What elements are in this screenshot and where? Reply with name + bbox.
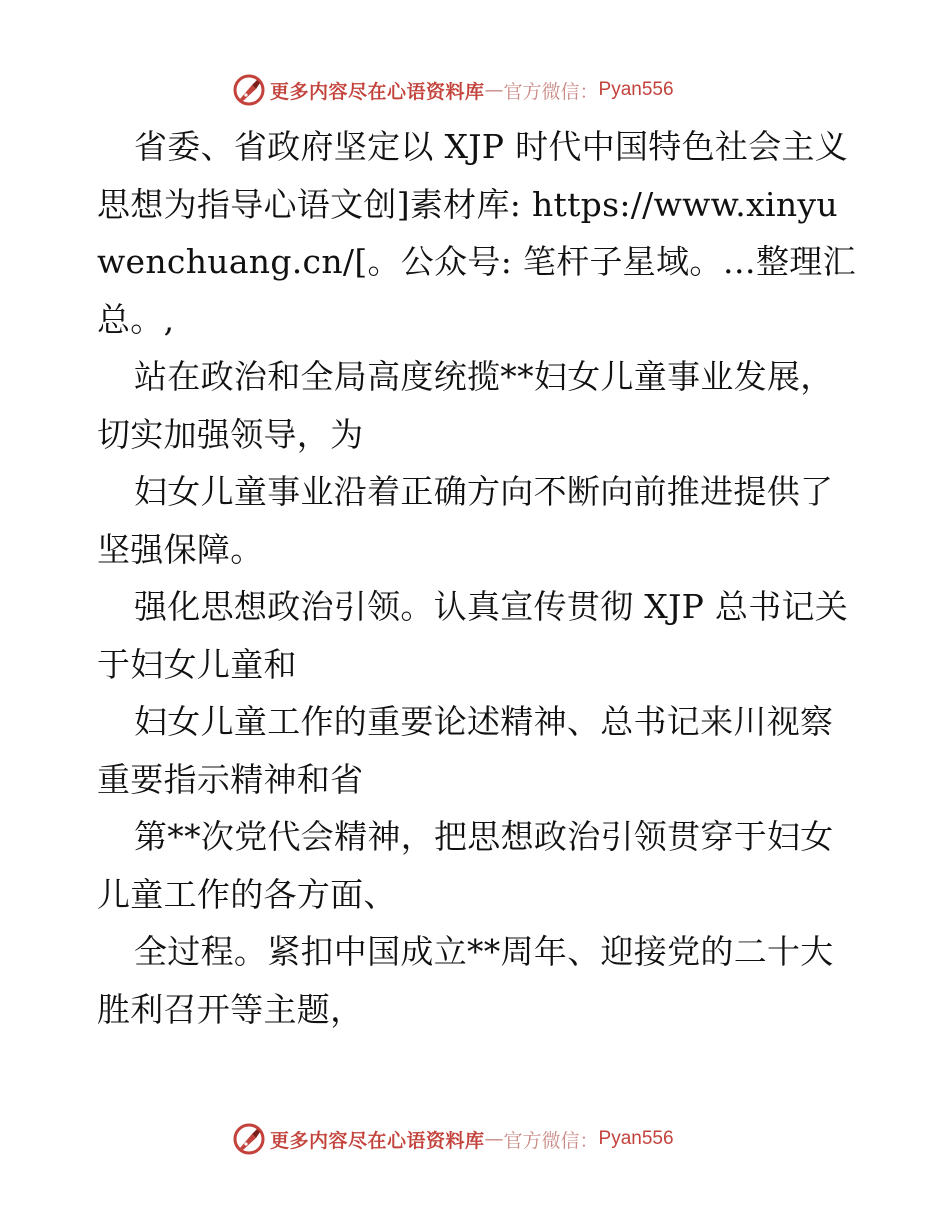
banner-dash: —: [484, 1128, 504, 1150]
paragraph: 第**次党代会精神，把思想政治引领贯穿于妇女儿童工作的各方面、: [97, 817, 834, 914]
paragraph: 全过程。紧扣中国成立**周年、迎接党的二十大胜利召开等主题，: [97, 932, 834, 1029]
banner-wechat-label: 官方微信：: [503, 1129, 599, 1152]
paragraph: 妇女儿童工作的重要论述精神、总书记来川视察重要指示精神和省: [97, 702, 834, 799]
banner-wechat-label: 官方微信：: [503, 80, 599, 103]
paragraph: 妇女儿童事业沿着正确方向不断向前推进提供了坚强保障。: [97, 472, 834, 569]
footer-banner: [232, 1121, 752, 1157]
paragraph: 站在政治和全局高度统揽**妇女儿童事业发展，切实加强领导，为: [97, 357, 834, 454]
pen-nib-logo-icon: [232, 73, 266, 107]
header-banner: [232, 72, 752, 108]
banner-dash: —: [484, 79, 504, 101]
banner-main-text: 更多内容尽在心语资料库: [270, 1129, 485, 1152]
banner-main-text: 更多内容尽在心语资料库: [270, 80, 485, 103]
paragraph: 省委、省政府坚定以 XJP 时代中国特色社会主义思想为指导心语文创]素材库: https://www.xinyuwenchuang.cn/[。公众号: 笔杆子星域。…整理汇总。,: [97, 127, 856, 339]
banner-wechat-id: Pyan556: [598, 1128, 674, 1149]
pen-nib-logo-icon: [232, 1122, 266, 1156]
document-body: [97, 118, 857, 1038]
banner-wechat-id: Pyan556: [598, 79, 674, 100]
paragraph: 强化思想政治引领。认真宣传贯彻 XJP 总书记关于妇女儿童和: [97, 587, 849, 684]
